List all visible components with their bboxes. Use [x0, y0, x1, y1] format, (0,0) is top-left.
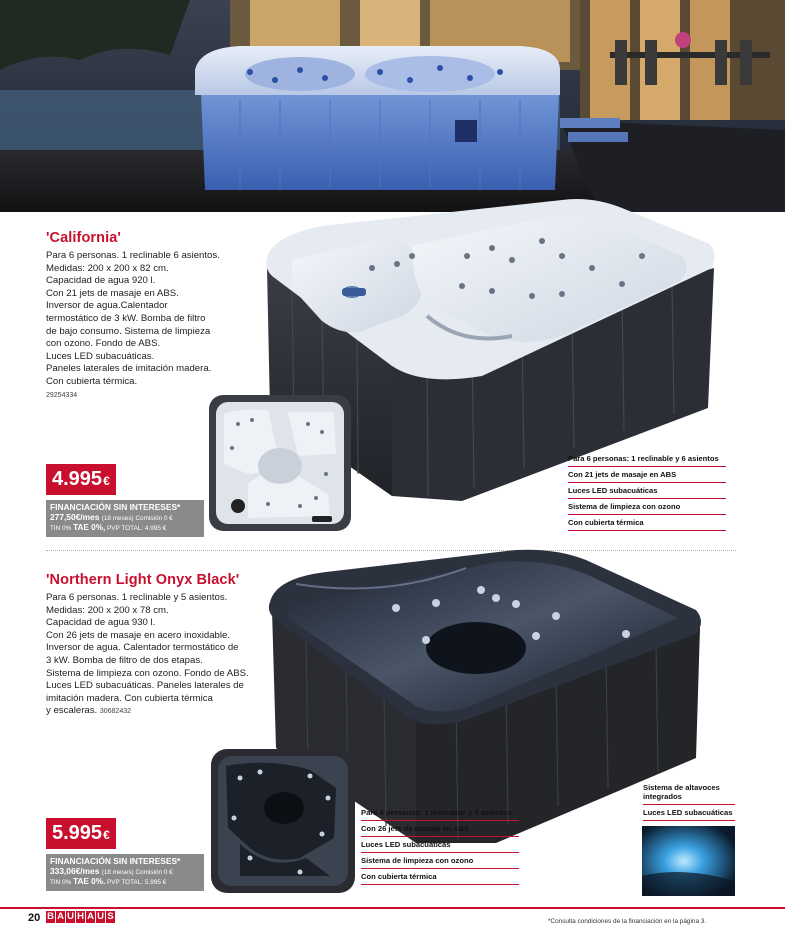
price-value: 4.995	[52, 468, 103, 490]
hero-photo	[0, 0, 785, 212]
financing-monthly: 333,06€/mes (18 meses) Comisión 0 €	[50, 865, 173, 876]
feature-item: Sistema de limpieza con ozono	[568, 499, 726, 515]
price-currency: €	[103, 474, 110, 488]
feature-item: Para 6 personas: 1 reclinable y 6 asientos	[568, 451, 726, 467]
financing-monthly: 277,50€/mes (18 meses) Comisión 0 €	[50, 511, 173, 522]
product-description-california	[46, 250, 256, 402]
extra-feature-list	[643, 780, 735, 821]
feature-item: Luces LED subacuáticas	[643, 805, 735, 821]
price-value: 5.995	[52, 822, 103, 844]
brand-logo	[46, 911, 115, 923]
feature-item: Con cubierta térmica	[361, 869, 519, 885]
financing-box-california	[46, 500, 204, 537]
financing-terms: TIN 0% TAE 0%, PVP TOTAL: 4.995 €	[50, 523, 167, 533]
financing-terms: TIN 0% TAE 0%. PVP TOTAL: 5.995 €	[50, 877, 167, 887]
price-tag-california	[46, 464, 116, 495]
product-description-northern-light	[46, 592, 266, 719]
logo-letter: U	[67, 911, 74, 922]
description-text: Para 6 personas. 1 reclinable y 5 asientos. Medidas: 200 x 200 x 78 cm. Capacidad de agua 930 l. Con 26 jets de masaje en acero inoxidable. Inversor de agua. Calentador termostático de 3 kW. Bomba de filtro de dos etapas. Sistema de limpieza con ozono. Fondo de ABS. Luces LED subacuáticas. Paneles laterales de imitación madera. Con cubierta térmica y escaleras.	[46, 592, 249, 717]
logo-letter: B	[47, 911, 54, 922]
feature-list-northern-light	[361, 805, 519, 885]
description-text: Para 6 personas. 1 reclinable 6 asientos. Medidas: 200 x 200 x 82 cm. Capacidad de agua 920 l. Con 21 jets de masaje en ABS. Inversor de agua.Calentador termostático de 3 kW. Bomba de filtro de bajo consumo. Sistema de limpieza con ozono. Fondo de ABS. Luces LED subacuáticas. Paneles laterales de imitación madera. Con cubierta térmica.	[46, 250, 220, 387]
financing-box-northern-light	[46, 854, 204, 891]
financing-footnote: *Consulta condiciones de la financiación en la página 3.	[548, 918, 707, 925]
spa-california-top-view	[208, 394, 352, 532]
feature-item: Luces LED subacuáticas	[361, 837, 519, 853]
product-title-northern-light: 'Northern Light Onyx Black'	[46, 572, 240, 588]
price-currency: €	[103, 828, 110, 842]
logo-letter: U	[97, 911, 104, 922]
led-lights-photo	[642, 826, 735, 896]
feature-item: Con 26 jets de masaje en ABS	[361, 821, 519, 837]
feature-list-california	[568, 451, 726, 531]
hero-spa-scene	[0, 0, 785, 212]
feature-item: Luces LED subacuáticas	[568, 483, 726, 499]
page-number: 20	[28, 912, 41, 924]
logo-letter: S	[107, 911, 114, 922]
feature-item: Sistema de limpieza con ozono	[361, 853, 519, 869]
logo-letter: A	[87, 911, 94, 922]
logo-letter: H	[77, 911, 84, 922]
financing-title: FINANCIACIÓN SIN INTERESES*	[50, 856, 181, 866]
feature-item: Sistema de altavoces integrados	[643, 780, 735, 805]
feature-item: Con cubierta térmica	[568, 515, 726, 531]
product-code: 30682432	[99, 708, 132, 716]
footer-rule	[0, 907, 785, 909]
feature-item: Para 6 personas: 1 reclinable y 5 asientos	[361, 805, 519, 821]
price-tag-northern-light	[46, 818, 116, 849]
feature-item: Con 21 jets de masaje en ABS	[568, 467, 726, 483]
financing-title: FINANCIACIÓN SIN INTERESES*	[50, 502, 181, 512]
product-code: 29254334	[46, 391, 78, 399]
spa-northern-light-top-view	[210, 748, 356, 894]
logo-letter: A	[57, 911, 64, 922]
product-title-california: 'California'	[46, 230, 121, 246]
